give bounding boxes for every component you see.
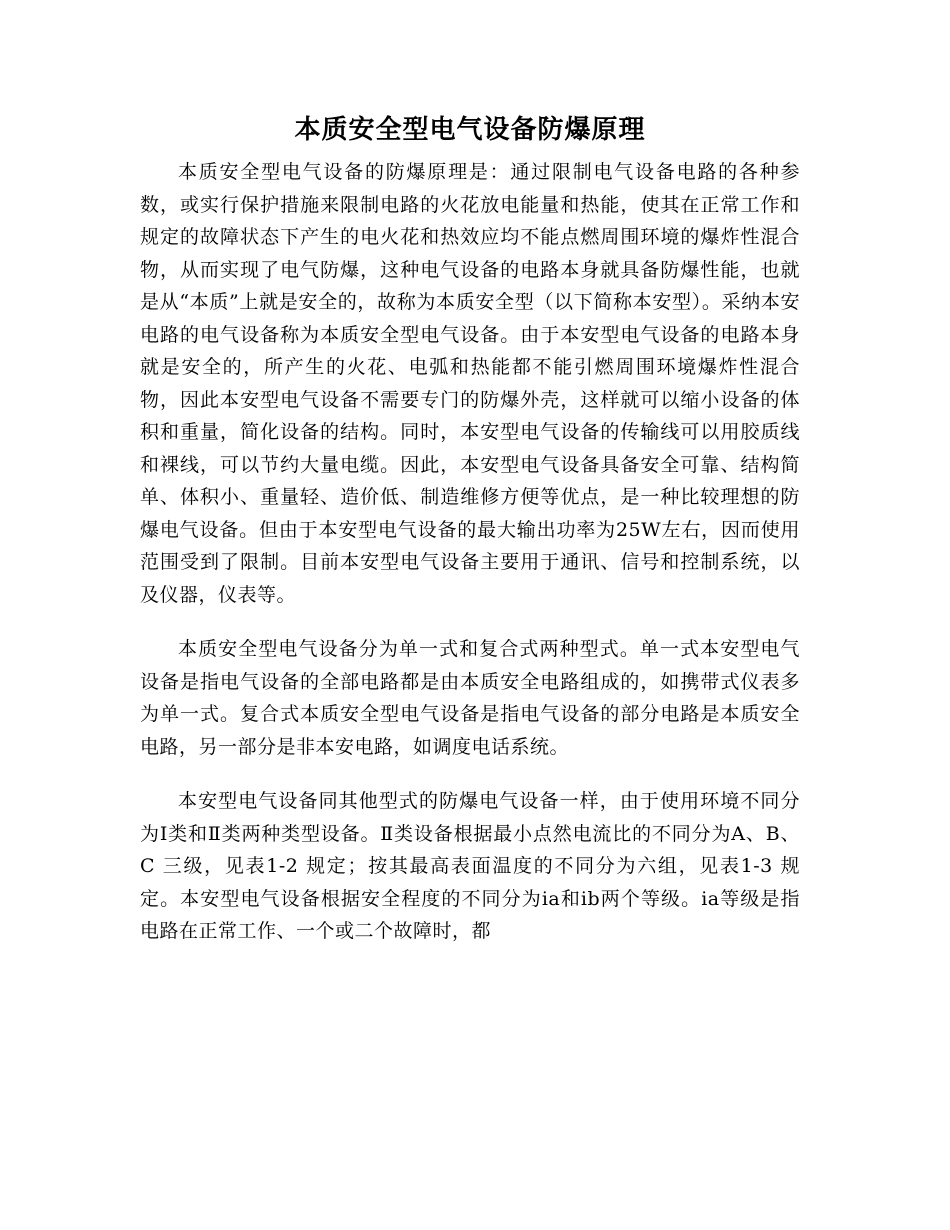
document-title: 本质安全型电气设备防爆原理: [294, 115, 646, 145]
paragraph-classification: 本安型电气设备同其他型式的防爆电气设备一样，由于使用环境不同分为Ⅰ类和Ⅱ类两种类型设备。Ⅱ类设备根据最小点然电流比的不同分为A、B、C 三级，见表1-2 规定；按其最高表面温度的不同分为六组，见表1-3 规定。本安型电气设备根据安全程度的不同分为ia和ib两个等级。ia等级是指电路在正常工作、一个或二个故障时，都: [140, 790, 800, 942]
document-page: [140, 96, 800, 970]
paragraph-principle: 本质安全型电气设备的防爆原理是：通过限制电气设备电路的各种参数，或实行保护措施来限制电路的火花放电能量和热能，使其在正常工作和规定的故障状态下产生的电火花和热效应均不能点燃周围环境的爆炸性混合物，从而实现了电气防爆，这种电气设备的电路本身就具备防爆性能，也就是从“本质”上就是安全的，故称为本质安全型（以下简称本安型）。采纳本安电路的电气设备称为本质安全型电气设备。由于本安型电气设备的电路本身就是安全的，所产生的火花、电弧和热能都不能引燃周围环境爆炸性混合物，因此本安型电气设备不需要专门的防爆外壳，这样就可以缩小设备的体积和重量，简化设备的结构。同时，本安型电气设备的传输线可以用胶质线和裸线，可以节约大量电缆。因此，本安型电气设备具备安全可靠、结构简单、体积小、重量轻、造价低、制造维修方便等优点，是一种比较理想的防爆电气设备。但由于本安型电气设备的最大输出功率为25W左右，因而使用范围受到了限制。目前本安型电气设备主要用于通讯、信号和控制系统，以及仪器，仪表等。: [140, 161, 800, 606]
paragraph-types: 本质安全型电气设备分为单一式和复合式两种型式。单一式本安型电气设备是指电气设备的全部电路都是由本质安全电路组成的，如携带式仪表多为单一式。复合式本质安全型电气设备是指电气设备的部分电路是本质安全电路，另一部分是非本安电路，如调度电话系统。: [140, 638, 800, 758]
